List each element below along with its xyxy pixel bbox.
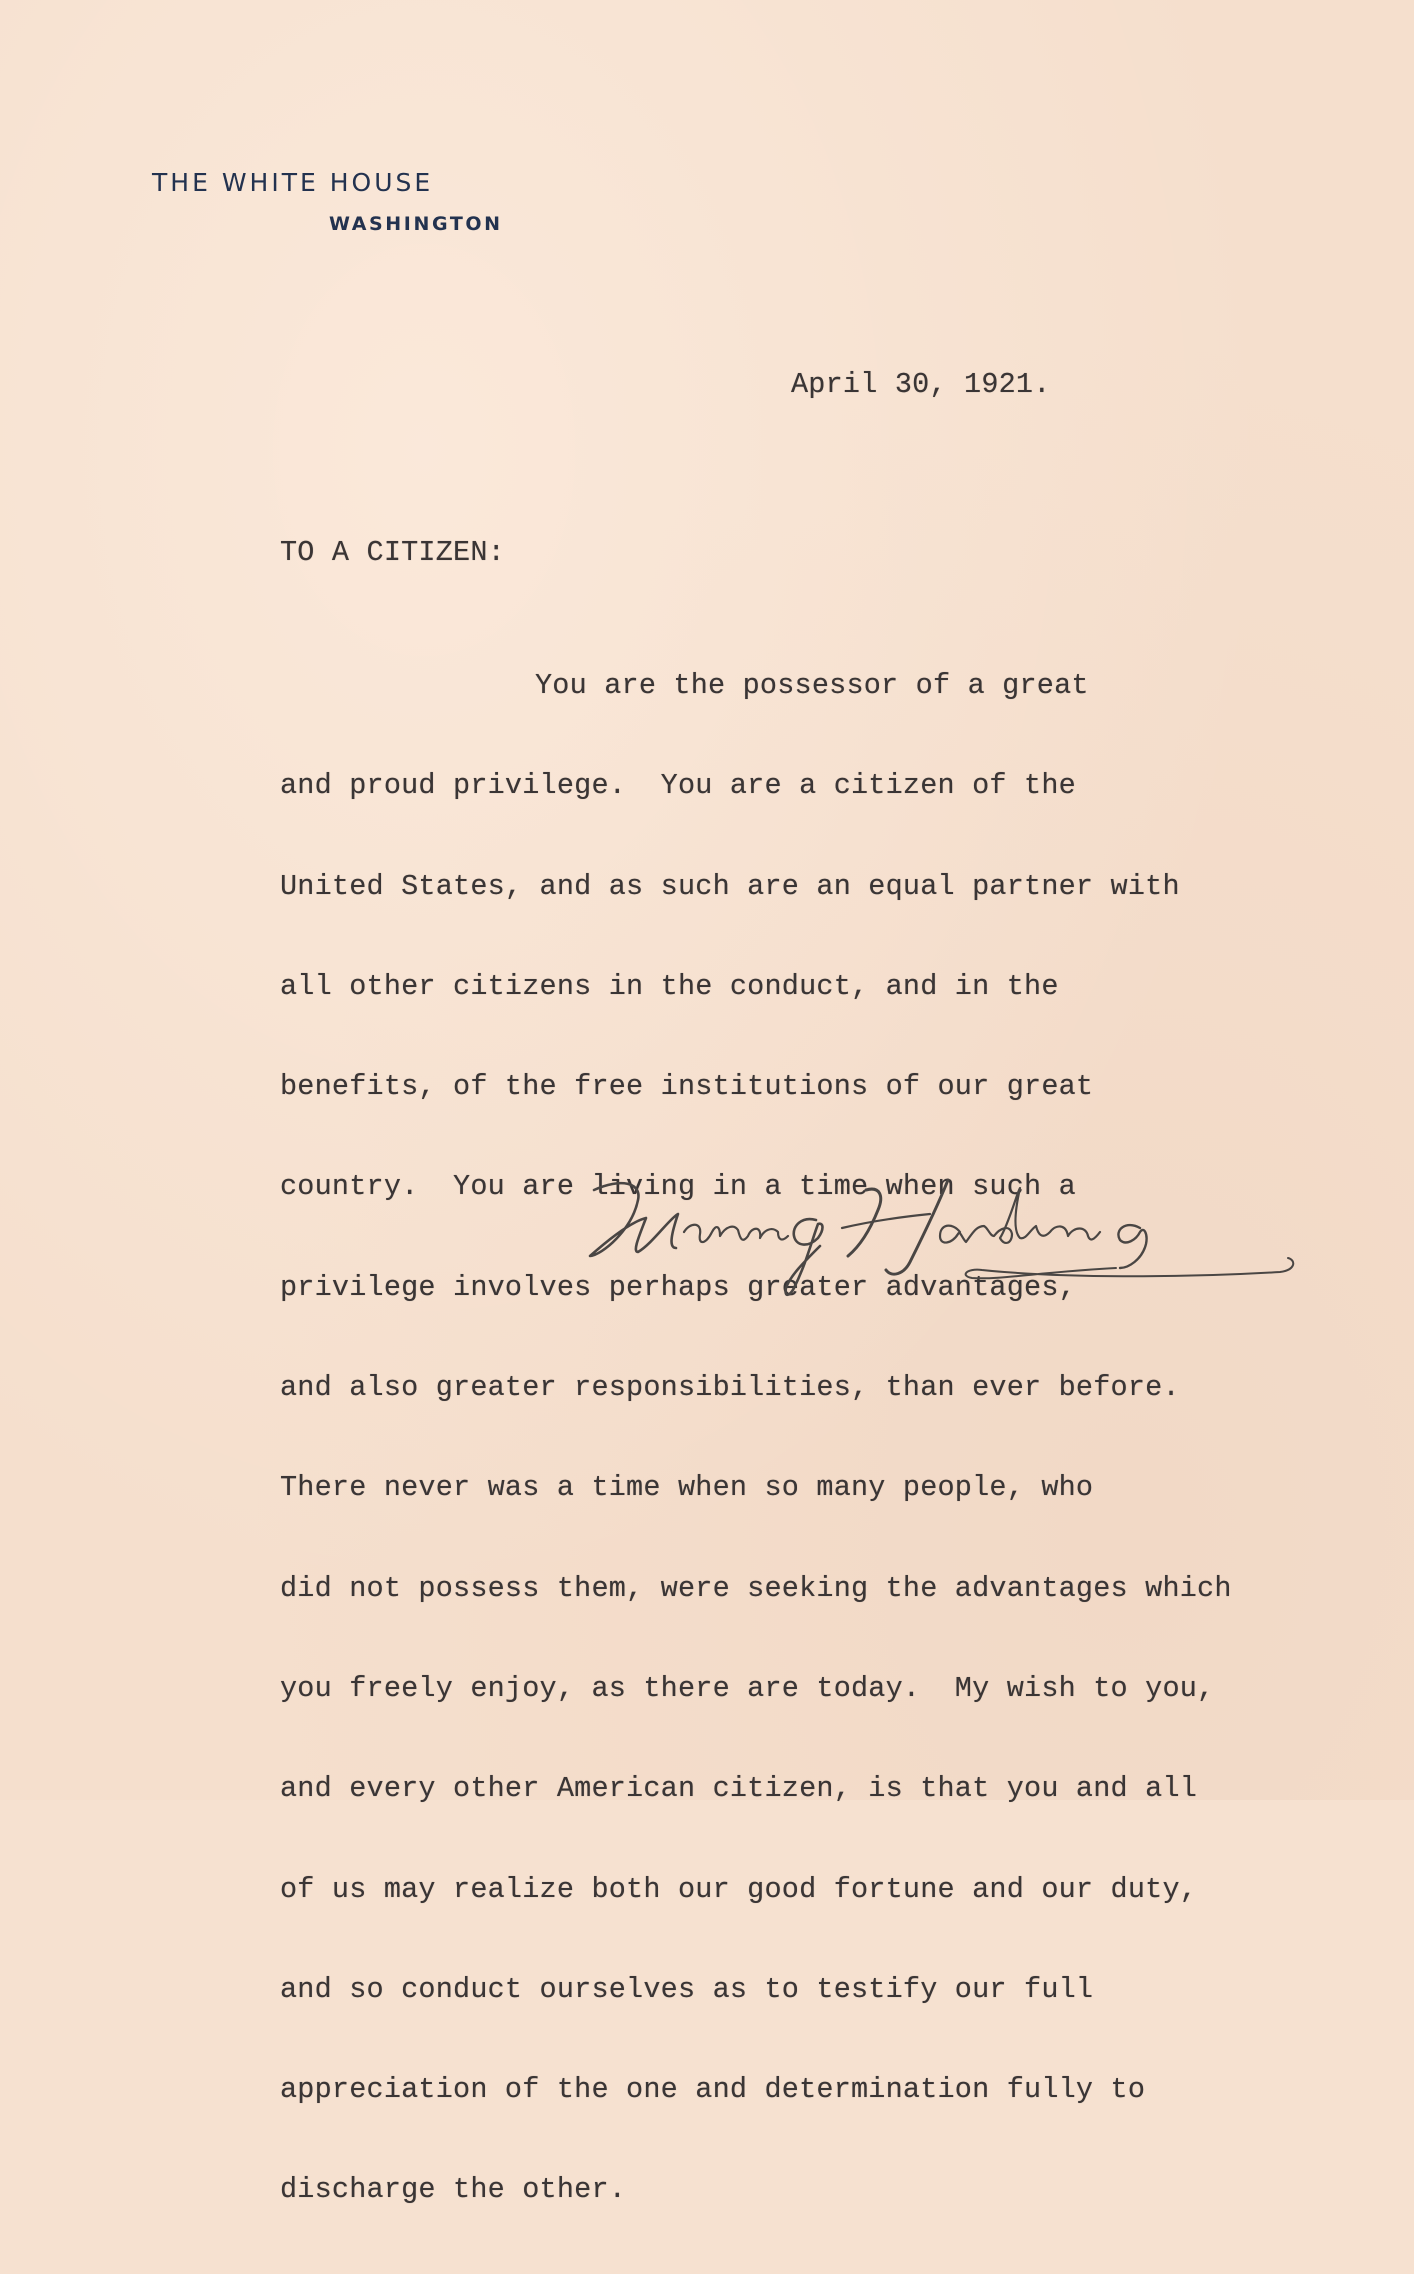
letterhead-location: WASHINGTON [329, 213, 503, 235]
letter-body-line: country. You are living in a time when such a [280, 1170, 1076, 1204]
letter-body-line: benefits, of the free institutions of our great [280, 1070, 1094, 1104]
letter-body-line: and every other American citizen, is that you and all [280, 1772, 1198, 1806]
letter-body-line: and also greater responsibilities, than ever before. [280, 1371, 1180, 1405]
letter-body-line: did not possess them, were seeking the advantages which [280, 1571, 1232, 1605]
letter-body-line: There never was a time when so many people, who [280, 1471, 1094, 1505]
letter-body-line: privilege involves perhaps greater advantages, [280, 1270, 1076, 1304]
letter-body-line: You are the possessor of a great [535, 669, 1089, 702]
letter-date: April 30, 1921. [791, 368, 1051, 401]
letter-body-line: discharge the other. [280, 2173, 627, 2207]
letter-salutation: TO A CITIZEN: [280, 536, 505, 569]
handwritten-signature [580, 1160, 1360, 1300]
letter-body-line: United States, and as such are an equal partner with [280, 869, 1180, 903]
letter-body-line: appreciation of the one and determination fully to [280, 2073, 1146, 2107]
letterhead-title: THE WHITE HOUSE [152, 168, 434, 197]
letter-body-line: of us may realize both our good fortune and our duty, [280, 1872, 1198, 1906]
letter-body-line: all other citizens in the conduct, and in the [280, 969, 1059, 1003]
letter-body-line: you freely enjoy, as there are today. My wish to you, [280, 1671, 1215, 1705]
letter-body-line: and proud privilege. You are a citizen of the [280, 769, 1076, 803]
letter-body [280, 603, 1232, 2274]
letter-body-line: and so conduct ourselves as to testify our full [280, 1972, 1094, 2006]
